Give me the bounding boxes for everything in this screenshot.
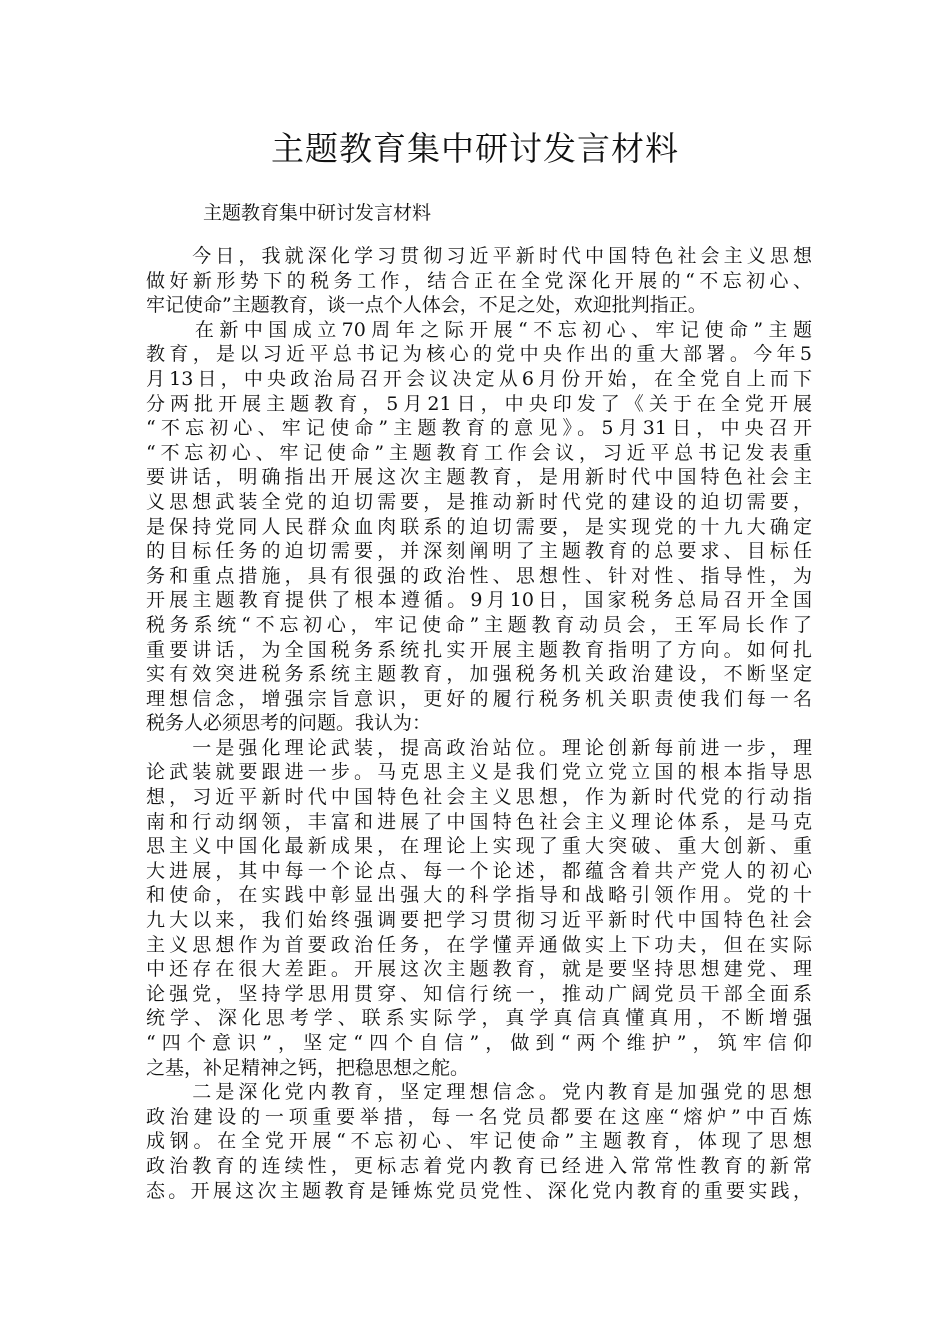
body-line: 成钢。在全党开展“不忘初心、牢记使命”主题教育，体现了思想 (146, 1130, 812, 1153)
body-line: 税务系统“不忘初心，牢记使命”主题教育动员会，王军局长作了 (146, 613, 812, 636)
body-line: 一是强化理论武装，提高政治站位。理论创新每前进一步，理 (146, 736, 812, 759)
body-line: 思主义中国化最新成果，在理论上实现了重大突破、重大创新、重 (146, 835, 812, 858)
body-line: 是保持党同人民群众血肉联系的迫切需要，是实现党的十九大确定 (146, 515, 812, 538)
body-line: 政治教育的连续性，更标志着党内教育已经进入常常性教育的新常 (146, 1154, 812, 1177)
body-line: 实有效突进税务系统主题教育，加强税务机关政治建设，不断坚定 (146, 663, 812, 686)
body-line: 大进展，其中每一个论点、每一个论述，都蕴含着共产党人的初心 (146, 859, 812, 882)
body-line: 的目标任务的迫切需要，并深刻阐明了主题教育的总要求、目标任 (146, 540, 812, 563)
body-line: 想，习近平新时代中国特色社会主义思想，作为新时代党的行动指 (146, 786, 812, 809)
body-line: 统学、深化思考学、联系实际学，真学真信真懂真用，不断增强 (146, 1007, 812, 1030)
body-line: 做好新形势下的税务工作，结合正在全党深化开展的“不忘初心、 (146, 269, 812, 292)
body-line: 分两批开展主题教育，5月21日，中央印发了《关于在全党开展 (146, 392, 812, 415)
body-line: 之基，补足精神之钙，把稳思想之舵。 (146, 1056, 470, 1079)
document-body (146, 244, 812, 1203)
body-line: 税务人必须思考的问题。我认为： (146, 712, 432, 735)
body-line: 政治建设的一项重要举措，每一名党员都要在这座“熔炉”中百炼 (146, 1105, 812, 1128)
body-line: 九大以来，我们始终强调要把学习贯彻习近平新时代中国特色社会 (146, 909, 812, 932)
body-line: 要讲话，明确指出开展这次主题教育，是用新时代中国特色社会主 (146, 466, 812, 489)
body-line: 论武装就要跟进一步。马克思主义是我们党立党立国的根本指导思 (146, 761, 812, 784)
body-line: 和使命，在实践中彰显出强大的科学指导和战略引领作用。党的十 (146, 884, 812, 907)
body-line: 主义思想作为首要政治任务，在学懂弄通做实上下功夫，但在实际 (146, 933, 812, 956)
body-line: 南和行动纲领，丰富和进展了中国特色社会主义理论体系，是马克 (146, 810, 812, 833)
body-line: 月13日，中央政治局召开会议决定从6月份开始，在全党自上而下 (146, 367, 812, 390)
body-line: 态。开展这次主题教育是锤炼党员党性、深化党内教育的重要实践， (146, 1179, 812, 1202)
body-line: 重要讲话，为全国税务系统扎实开展主题教育指明了方向。如何扎 (146, 638, 812, 661)
body-line: 教育，是以习近平总书记为核心的党中央作出的重大部署。今年5 (146, 343, 812, 366)
body-line: 义思想武装全党的迫切需要，是推动新时代党的建设的迫切需要， (146, 490, 812, 513)
document-title: 主题教育集中研讨发言材料 (271, 129, 679, 168)
body-line: 务和重点措施，具有很强的政治性、思想性、针对性、指导性，为 (146, 564, 812, 587)
body-line: 中还存在很大差距。开展这次主题教育，就是要坚持思想建党、理 (146, 958, 812, 981)
body-line: 牢记使命”主题教育，谈一点个人体会，不足之处，欢迎批判指正。 (146, 294, 707, 317)
body-line: 开展主题教育提供了根本遵循。9月10日，国家税务总局召开全国 (146, 589, 812, 612)
body-line: 理想信念，增强宗旨意识，更好的履行税务机关职责使我们每一名 (146, 687, 812, 710)
body-line: “不忘初心、牢记使命”主题教育的意见》。5月31日，中央召开 (146, 417, 812, 440)
body-line: 今日，我就深化学习贯彻习近平新时代中国特色社会主义思想 (146, 245, 812, 267)
body-line: “四个意识”，坚定“四个自信”，做到“两个维护”，筑牢信仰 (146, 1032, 812, 1054)
body-line: “不忘初心、牢记使命”主题教育工作会议，习近平总书记发表重 (146, 441, 812, 464)
body-line: 在新中国成立70周年之际开展“不忘初心、牢记使命”主题 (146, 318, 812, 341)
body-line: 论强党，坚持学思用贯穿、知信行统一，推动广阔党员干部全面系 (146, 982, 812, 1005)
document-subtitle: 主题教育集中研讨发言材料 (203, 202, 432, 224)
body-line: 二是深化党内教育，坚定理想信念。党内教育是加强党的思想 (146, 1081, 812, 1104)
